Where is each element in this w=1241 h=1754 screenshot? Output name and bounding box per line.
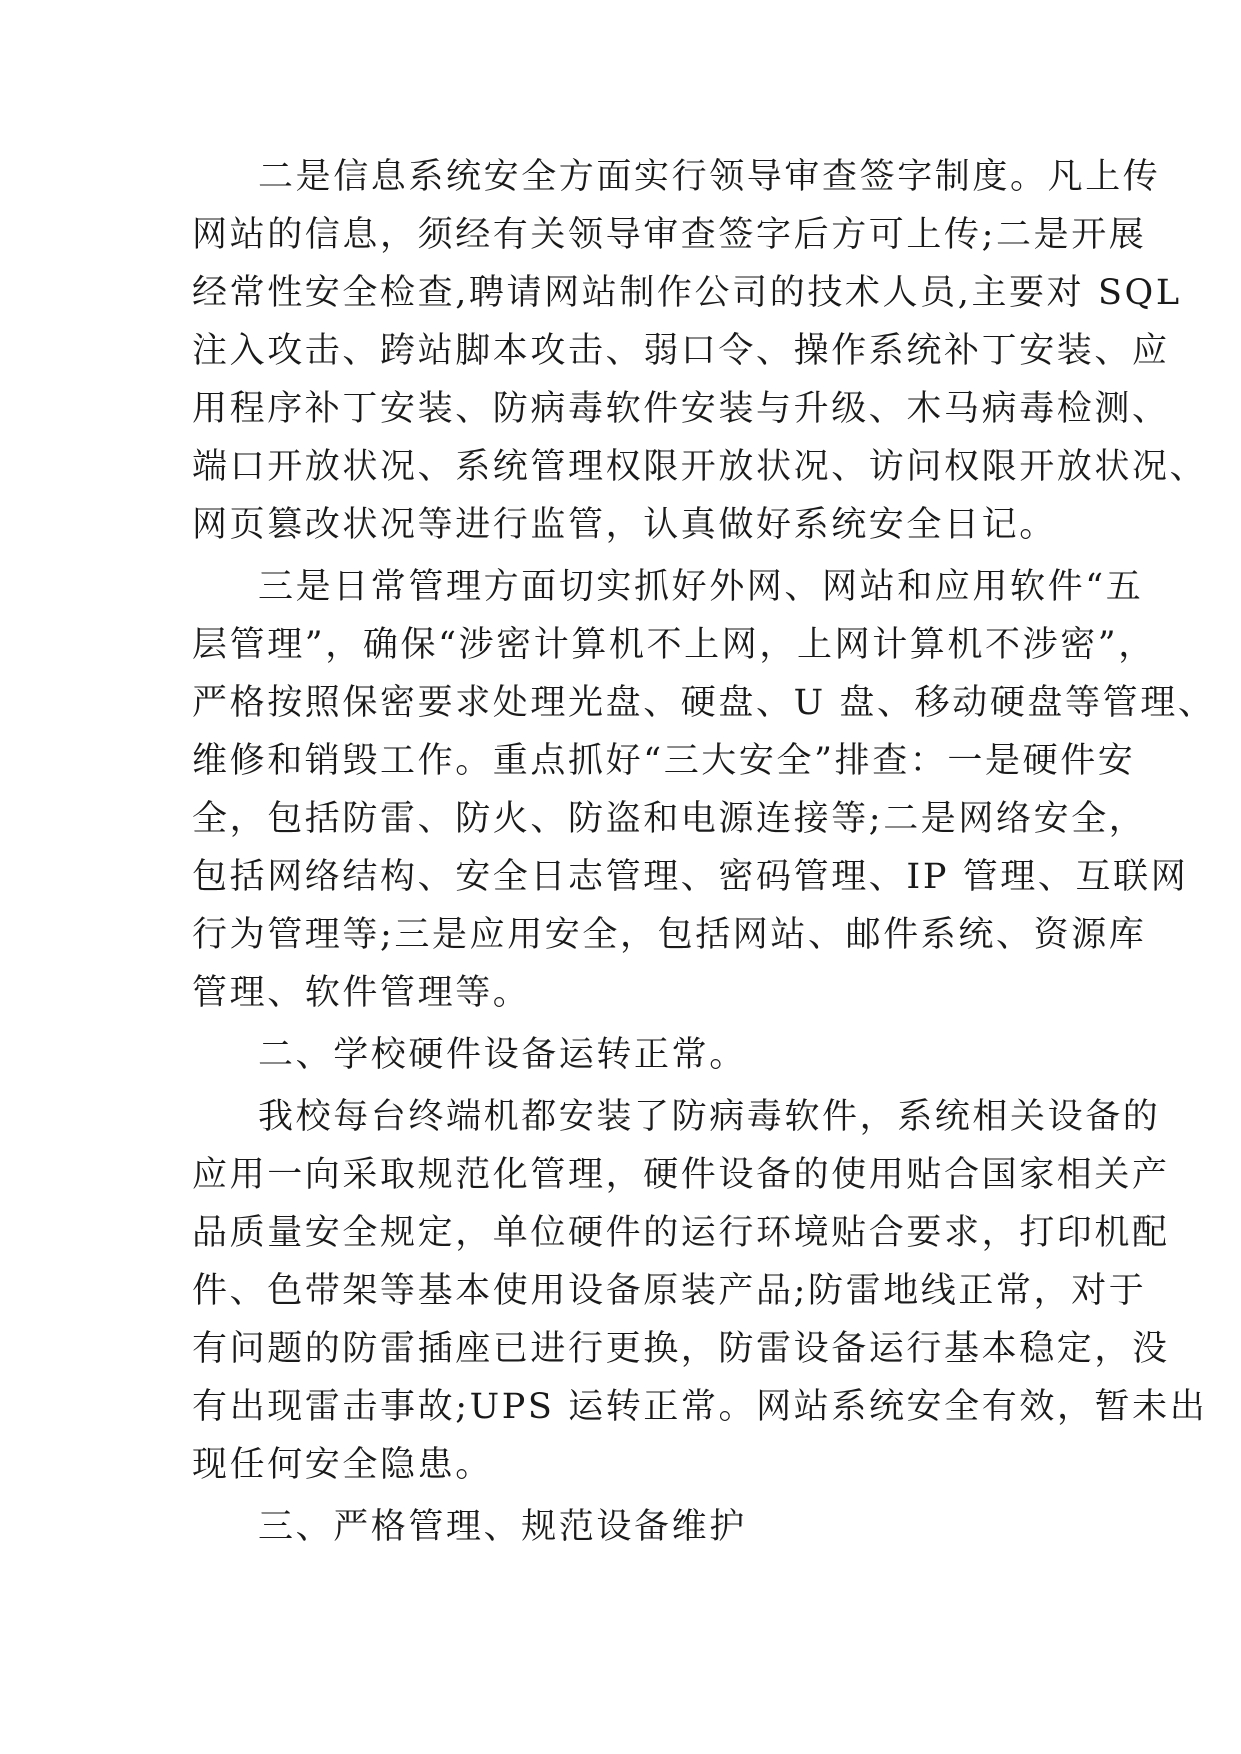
paragraph-line: 层管理”，确保“涉密计算机不上网，上网计算机不涉密”， (192, 625, 1156, 665)
paragraph-line: 有出现雷击事故;UPS 运转正常。网站系统安全有效，暂未出 (192, 1387, 1208, 1427)
paragraph-line: 行为管理等;三是应用安全，包括网站、邮件系统、资源库 (192, 915, 1147, 955)
paragraph-line: 经常性安全检查,聘请网站制作公司的技术人员,主要对 SQL (192, 273, 1182, 313)
paragraph-line: 件、色带架等基本使用设备原装产品;防雷地线正常，对于 (192, 1271, 1147, 1311)
paragraph-info-system-security (192, 148, 1208, 554)
paragraph-line: 维修和销毁工作。重点抓好“三大安全”排查：一是硬件安 (192, 741, 1136, 781)
paragraph-line: 现任何安全隐患。 (192, 1445, 493, 1485)
paragraph-daily-management (192, 558, 1216, 1022)
paragraph-line: 有问题的防雷插座已进行更换，防雷设备运行基本稳定，没 (192, 1329, 1170, 1369)
section-heading-maintenance (192, 1498, 1072, 1556)
paragraph-hardware-operation (192, 1088, 1208, 1494)
paragraph-line: 包括网络结构、安全日志管理、密码管理、IP 管理、互联网 (192, 857, 1189, 897)
paragraph-line: 三是日常管理方面切实抓好外网、网站和应用软件“五 (258, 567, 1144, 607)
paragraph-line: 网站的信息，须经有关领导审查签字后方可上传;二是开展 (192, 215, 1147, 255)
paragraph-line: 应用一向采取规范化管理，硬件设备的使用贴合国家相关产 (192, 1155, 1170, 1195)
paragraph-line: 我校每台终端机都安装了防病毒软件，系统相关设备的 (258, 1097, 1161, 1137)
paragraph-line: 全，包括防雷、防火、防盗和电源连接等;二是网络安全， (192, 799, 1147, 839)
paragraph-line: 端口开放状况、系统管理权限开放状况、访问权限开放状况、 (192, 447, 1208, 487)
section-heading: 二、学校硬件设备运转正常。 (258, 1035, 747, 1075)
paragraph-line: 注入攻击、跨站脚本攻击、弱口令、操作系统补丁安装、应 (192, 331, 1170, 371)
paragraph-line: 二是信息系统安全方面实行领导审查签字制度。凡上传 (258, 157, 1161, 197)
paragraph-line: 严格按照保密要求处理光盘、硬盘、U 盘、移动硬盘等管理、 (192, 683, 1216, 723)
paragraph-line: 网页篡改状况等进行监管，认真做好系统安全日记。 (192, 505, 1057, 545)
paragraph-line: 品质量安全规定，单位硬件的运行环境贴合要求，打印机配 (192, 1213, 1170, 1253)
document-body (192, 148, 1216, 1556)
section-heading-hardware (192, 1026, 1072, 1084)
section-heading: 三、严格管理、规范设备维护 (258, 1507, 747, 1547)
paragraph-line: 管理、软件管理等。 (192, 973, 531, 1013)
paragraph-line: 用程序补丁安装、防病毒软件安装与升级、木马病毒检测、 (192, 389, 1170, 429)
